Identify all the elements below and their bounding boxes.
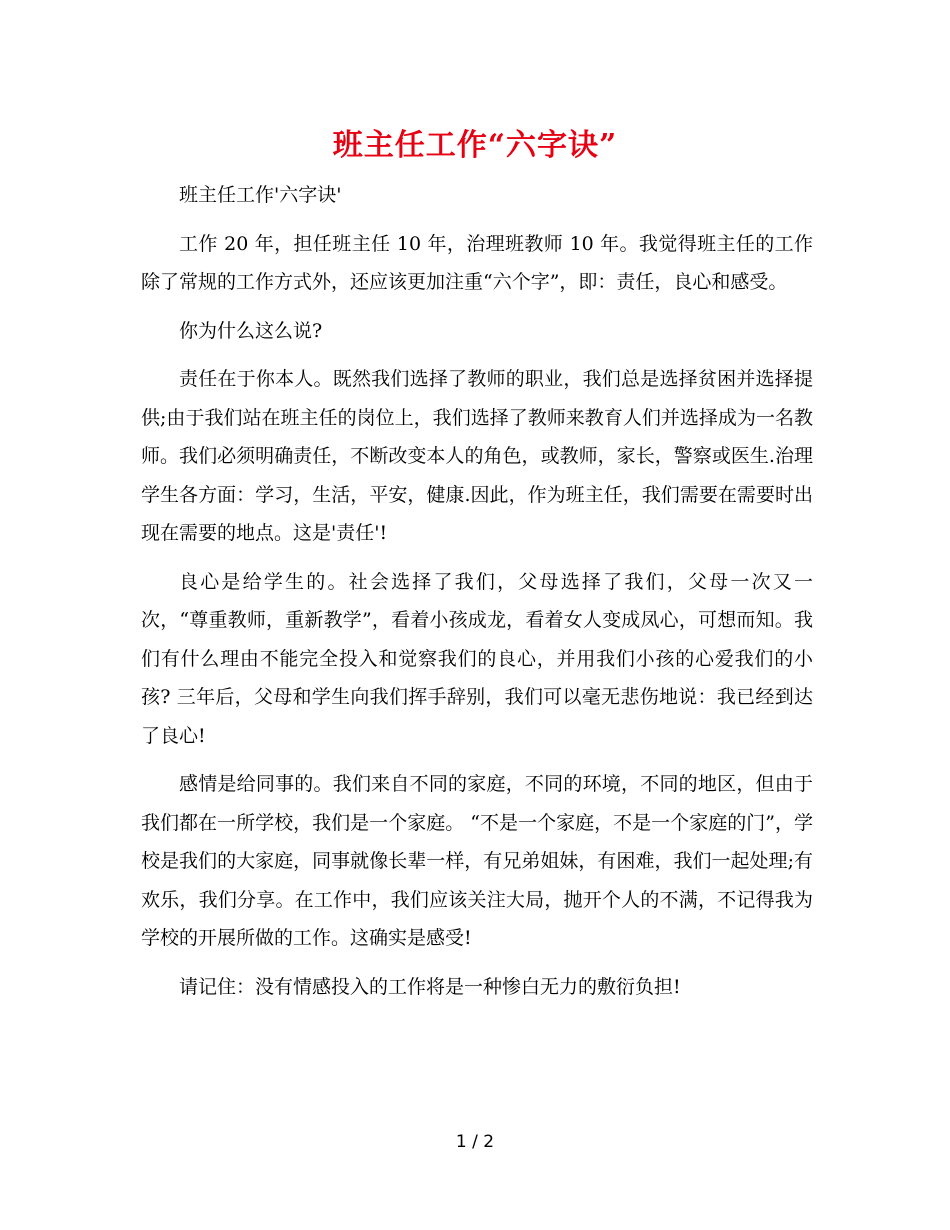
paragraph-question: 你为什么这么说?	[179, 319, 323, 342]
paragraph-reminder: 请记住：没有情感投入的工作将是一种惨白无力的敷衍负担!	[179, 975, 681, 998]
page-number: 1 / 2	[455, 1132, 495, 1152]
paragraph-subtitle: 班主任工作'六字诀'	[179, 184, 342, 206]
document-body	[141, 176, 813, 1016]
paragraph-feeling: 感情是给同事的。我们来自不同的家庭，不同的环境，不同的地区，但由于我们都在一所学校，我们是一个家庭。 “不是一个家庭，不是一个家庭的门”，学校是我们的大家庭，同事就像长辈一样，有兄弟姐妹，有困难，我们一起处理;有欢乐，我们分享。在工作中，我们应该关注大局，抛开个人的不满，不记得我为学校的开展所做的工作。这确实是感受!	[141, 773, 813, 949]
document-title: 班主任工作“六字诀”	[332, 128, 618, 163]
paragraph-responsibility: 责任在于你本人。既然我们选择了教师的职业，我们总是选择贫困并选择提供;由于我们站在班主任的岗位上，我们选择了教师来教育人们并选择成为一名教师。我们必须明确责任，不断改变本人的角色，或教师，家长，警察或医生.治理学生各方面：学习，生活，平安，健康.因此，作为班主任，我们需要在需要时出现在需要的地点。这是'责任'!	[141, 368, 813, 544]
paragraph-intro: 工作 20 年，担任班主任 10 年，治理班教师 10 年。我觉得班主任的工作除了常规的工作方式外，还应该更加注重“六个字”，即：责任，良心和感受。	[141, 232, 813, 293]
paragraph-conscience: 良心是给学生的。社会选择了我们，父母选择了我们，父母一次又一次，“尊重教师，重新教学”，看着小孩成龙，看着女人变成凤心，可想而知。我们有什么理由不能完全投入和觉察我们的良心，并用我们小孩的心爱我们的小孩? 三年后，父母和学生向我们挥手辞别，我们可以毫无悲伤地说：我已经到达了良心!	[141, 570, 813, 747]
